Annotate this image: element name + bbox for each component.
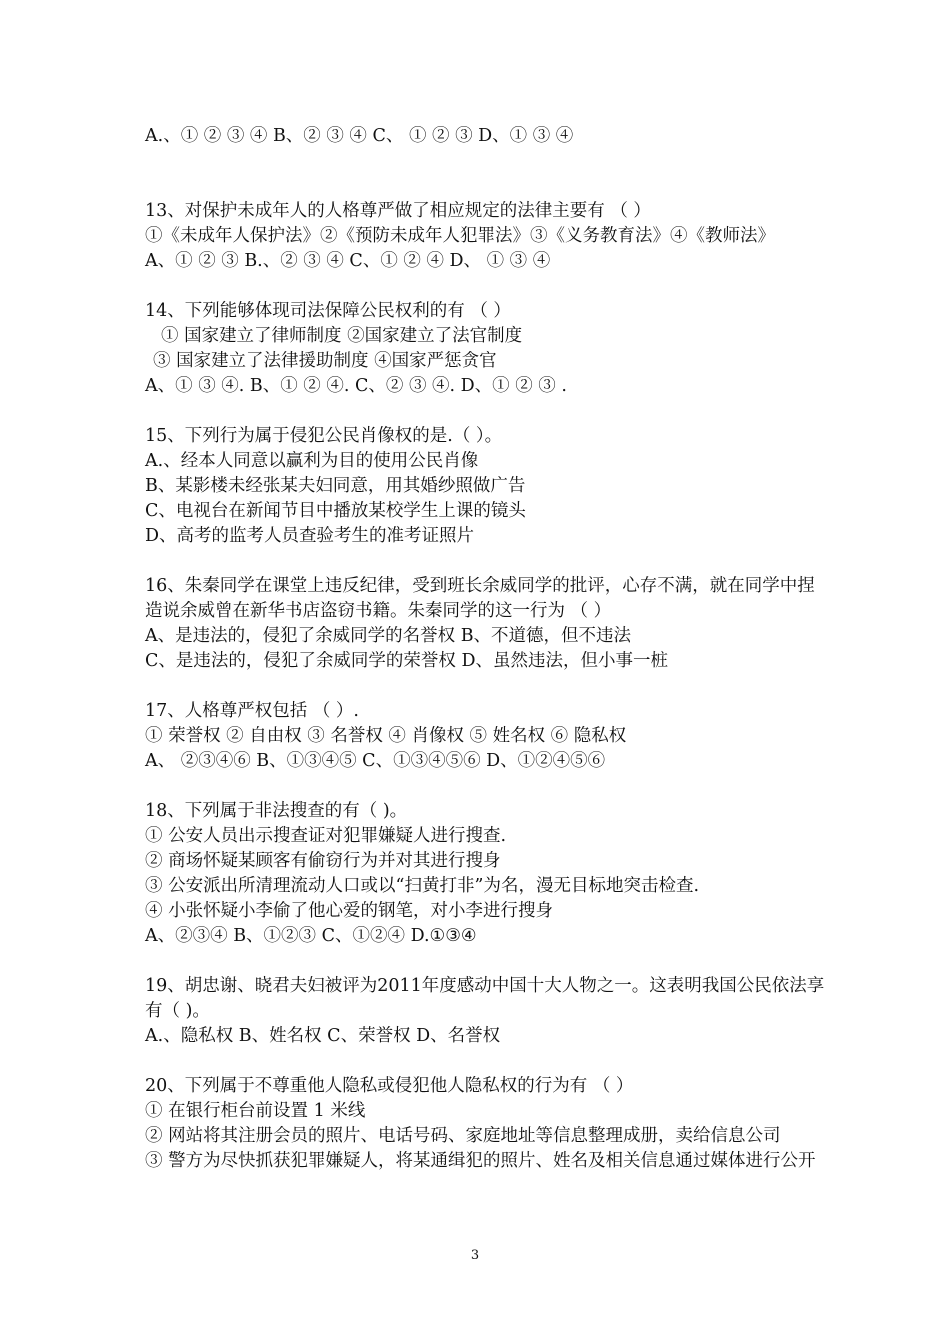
- q20-item-3: ③ 警方为尽快抓获犯罪嫌疑人，将某通缉犯的照片、姓名及相关信息通过媒体进行公开: [145, 1151, 816, 1171]
- spacer: [145, 674, 825, 699]
- q19-options: A.、隐私权 B、姓名权 C、荣誉权 D、名誉权: [145, 1026, 501, 1046]
- q15-option-a: A.、经本人同意以赢利为目的使用公民肖像: [145, 451, 479, 471]
- spacer: [145, 549, 825, 574]
- page-number: 3: [470, 1248, 480, 1263]
- q14-stem: 14、下列能够体现司法保障公民权利的有 （ ）: [145, 301, 511, 321]
- q15-option-d: D、高考的监考人员查验考生的准考证照片: [145, 526, 475, 546]
- q20-item-1: ① 在银行柜台前设置 1 米线: [145, 1101, 366, 1121]
- document-body: [145, 124, 825, 1174]
- q17-items: ① 荣誉权 ② 自由权 ③ 名誉权 ④ 肖像权 ⑤ 姓名权 ⑥ 隐私权: [145, 726, 627, 746]
- q12-options: A.、① ② ③ ④ B、② ③ ④ C、 ① ② ③ D、① ③ ④: [145, 126, 574, 146]
- q14-items-2: ③ 国家建立了法律援助制度 ④国家严惩贪官: [153, 351, 497, 371]
- q16-options-cd: C、是违法的，侵犯了余威同学的荣誉权 D、虽然违法，但小事一桩: [145, 651, 668, 671]
- q15-option-b: B、某影楼未经张某夫妇同意，用其婚纱照做广告: [145, 476, 526, 496]
- q16-options-ab: A、是违法的，侵犯了余威同学的名誉权 B、不道德，但不违法: [145, 626, 632, 646]
- q18-item-3: ③ 公安派出所清理流动人口或以“扫黄打非”为名，漫无目标地突击检查.: [145, 876, 700, 896]
- q17-stem: 17、人格尊严权包括 （ ）.: [145, 701, 359, 721]
- q16-stem: 16、朱秦同学在课堂上违反纪律，受到班长余威同学的批评，心存不满，就在同学中捏造说余威曾在新华书店盗窃书籍。朱秦同学的这一行为 （ ）: [145, 576, 815, 621]
- q18-item-2: ② 商场怀疑某顾客有偷窃行为并对其进行搜身: [145, 851, 501, 871]
- q18-options: A、②③④ B、①②③ C、①②④ D.①③④: [145, 926, 477, 946]
- q15-stem: 15、下列行为属于侵犯公民肖像权的是.（ ）。: [145, 426, 503, 446]
- q14-options: A、① ③ ④. B、① ② ④. C、② ③ ④. D、① ② ③ .: [145, 376, 567, 396]
- spacer: [145, 149, 825, 199]
- q20-stem: 20、下列属于不尊重他人隐私或侵犯他人隐私权的行为有 （ ）: [145, 1076, 634, 1096]
- q19-stem: 19、胡忠谢、晓君夫妇被评为2011年度感动中国十大人物之一。这表明我国公民依法享有（ )。: [145, 976, 825, 1021]
- q13-stem: 13、对保护未成年人的人格尊严做了相应规定的法律主要有 （ ）: [145, 201, 651, 221]
- spacer: [145, 399, 825, 424]
- spacer: [145, 949, 825, 974]
- q18-stem: 18、下列属于非法搜查的有（ )。: [145, 801, 408, 821]
- q13-options: A、① ② ③ B.、② ③ ④ C、① ② ④ D、 ① ③ ④: [145, 251, 551, 271]
- q13-items: ①《未成年人保护法》②《预防未成年人犯罪法》③《义务教育法》④《教师法》: [145, 226, 775, 246]
- q18-item-4: ④ 小张怀疑小李偷了他心爱的钢笔，对小李进行搜身: [145, 901, 554, 921]
- q14-items-1: ① 国家建立了律师制度 ②国家建立了法官制度: [161, 326, 523, 346]
- q20-item-2: ② 网站将其注册会员的照片、电话号码、家庭地址等信息整理成册，卖给信息公司: [145, 1126, 781, 1146]
- q18-item-1: ① 公安人员出示搜查证对犯罪嫌疑人进行搜查.: [145, 826, 507, 846]
- q17-options: A、 ②③④⑥ B、①③④⑤ C、①③④⑤⑥ D、①②④⑤⑥: [145, 751, 606, 771]
- q15-option-c: C、电视台在新闻节目中播放某校学生上课的镜头: [145, 501, 526, 521]
- spacer: [145, 274, 825, 299]
- spacer: [145, 774, 825, 799]
- spacer: [145, 1049, 825, 1074]
